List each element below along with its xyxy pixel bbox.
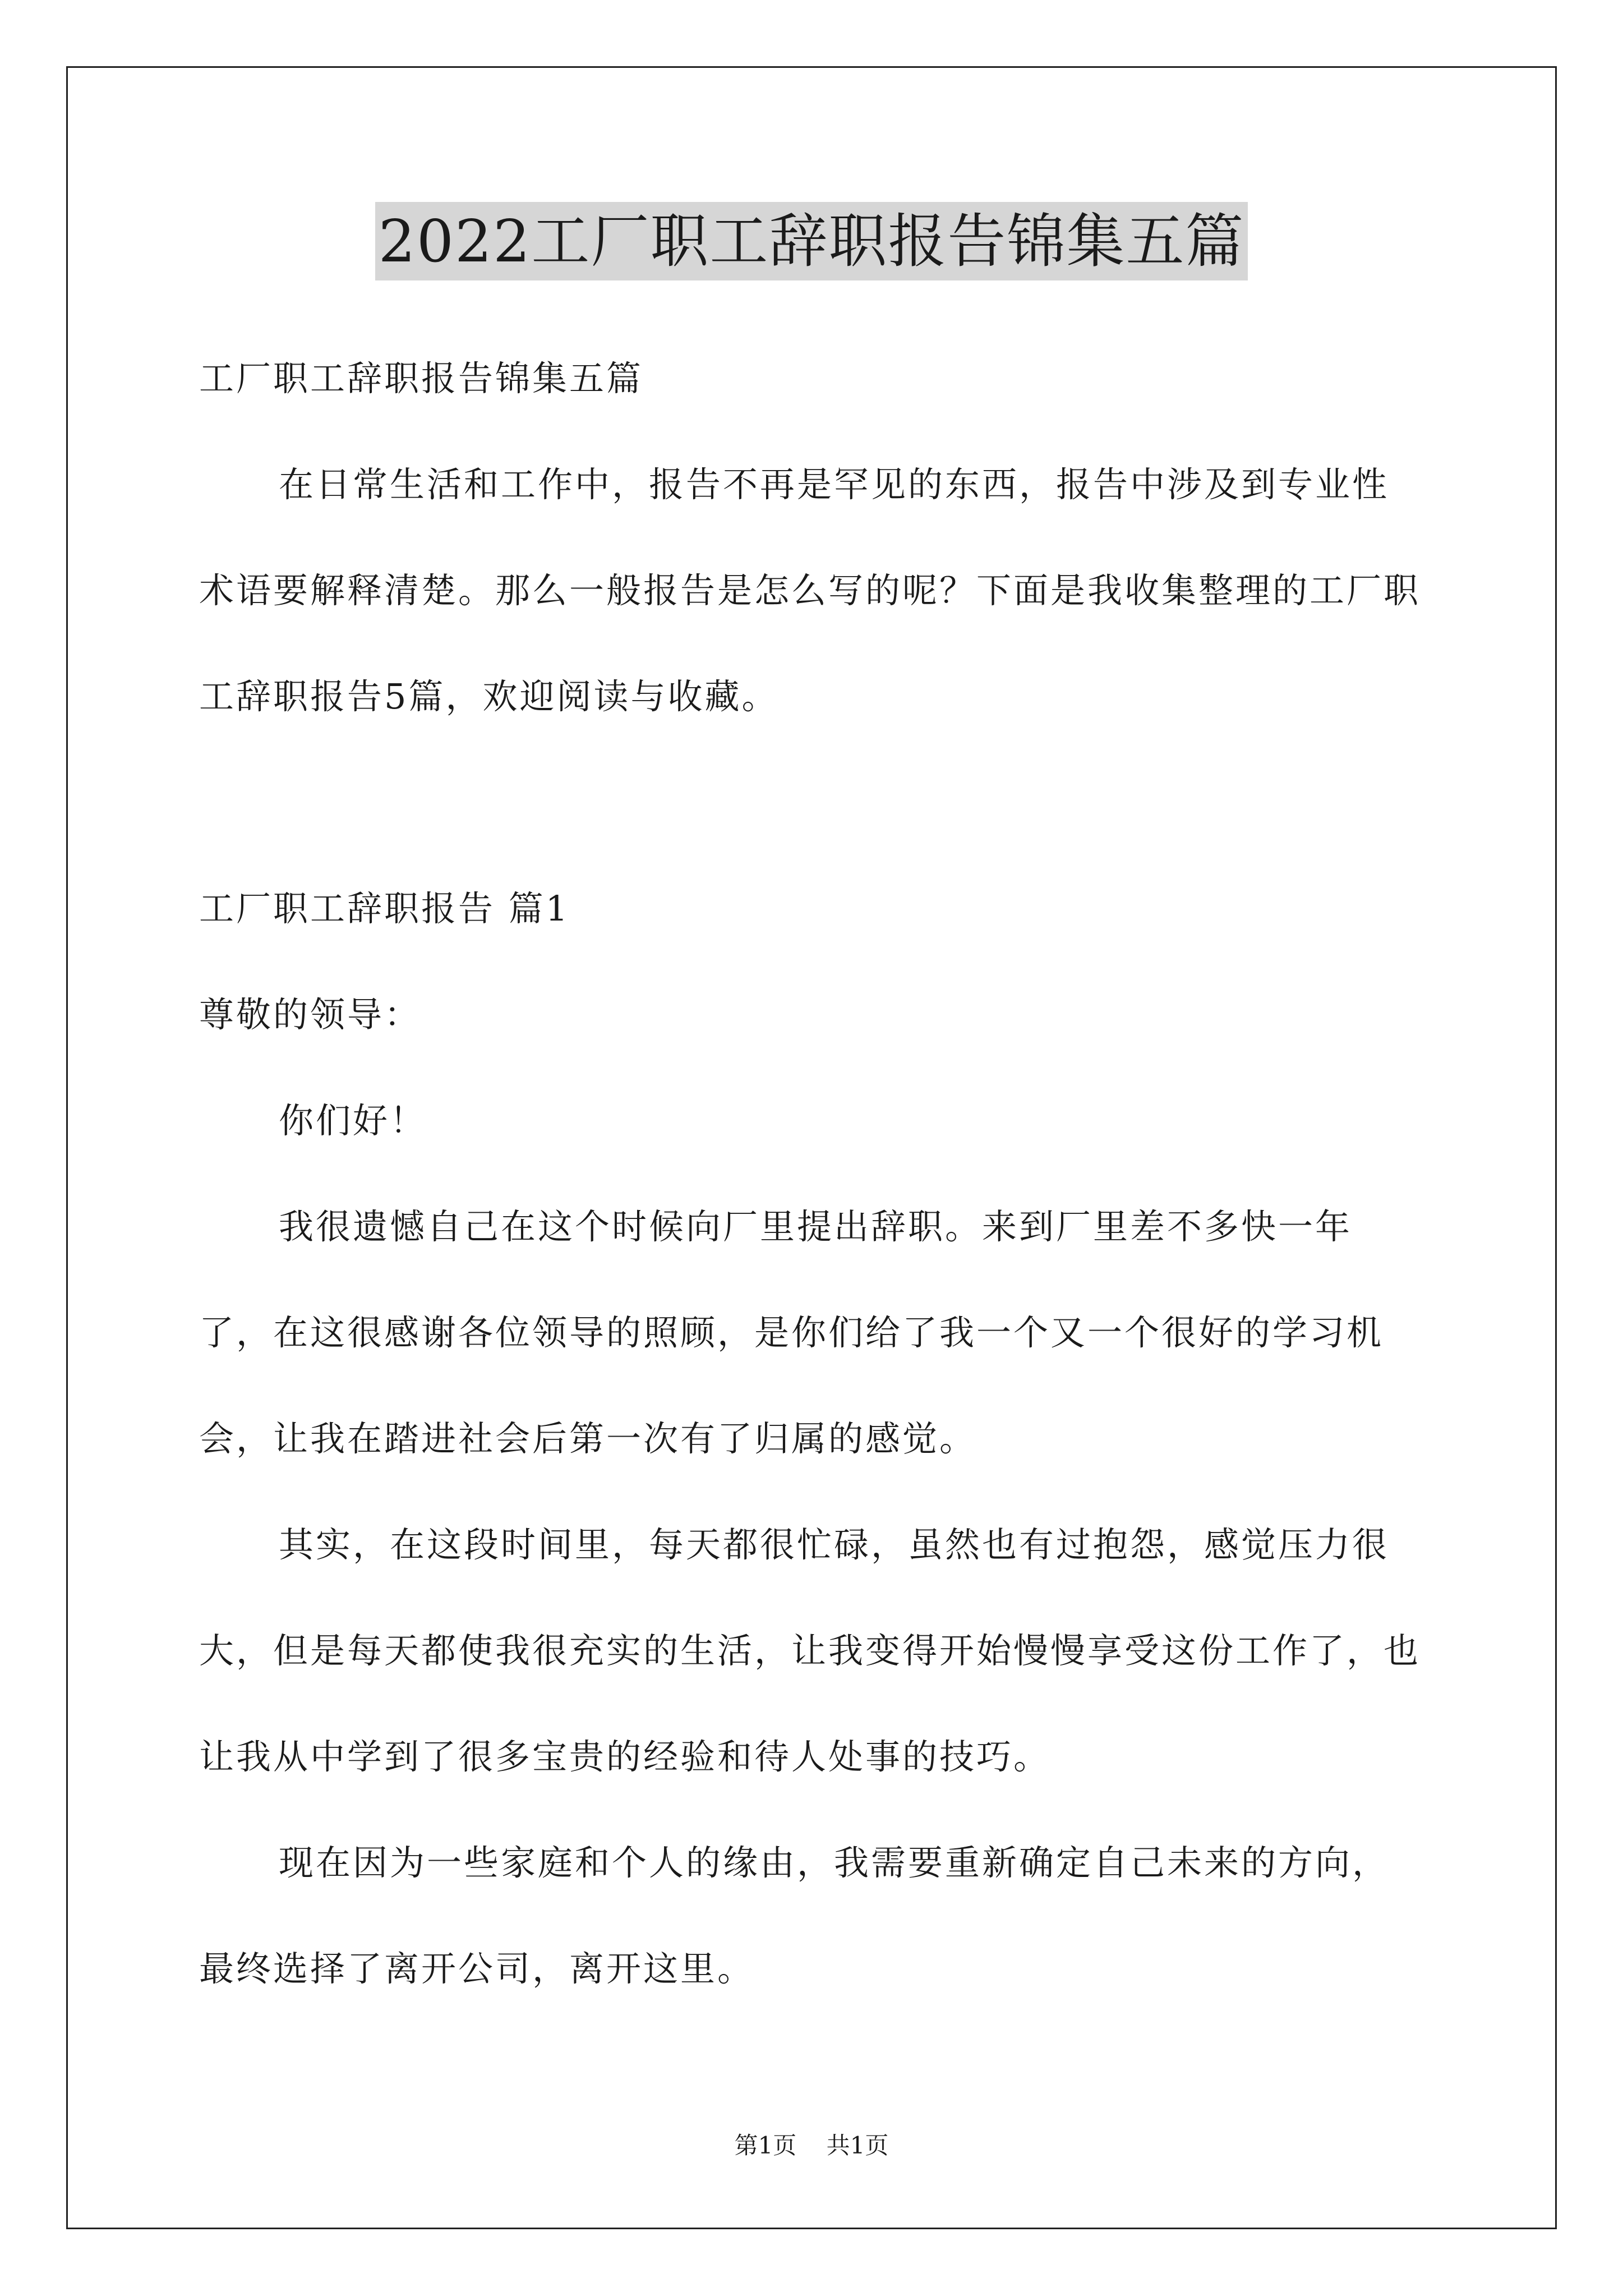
document-title: 2022工厂职工辞职报告锦集五篇: [375, 202, 1248, 280]
document-body: [199, 325, 1424, 2022]
salutation: 尊敬的领导：: [199, 994, 422, 1035]
section-heading: 工厂职工辞职报告 篇1: [199, 888, 570, 929]
body-paragraph: 我很遗憾自己在这个时候向厂里提出辞职。来到厂里差不多快一年了，在这很感谢各位领导的照顾，是你们给了我一个又一个很好的学习机会，让我在踏进社会后第一次有了归属的感觉。: [199, 1206, 1384, 1459]
document-subtitle: 工厂职工辞职报告锦集五篇: [199, 358, 644, 399]
page-footer: [0, 2129, 1623, 2162]
body-paragraph: 现在因为一些家庭和个人的缘由，我需要重新确定自己未来的方向，最终选择了离开公司，离开这里。: [199, 1842, 1390, 1989]
title-container: [0, 202, 1623, 280]
body-paragraph: 其实，在这段时间里，每天都很忙碌，虽然也有过抱怨，感觉压力很大，但是每天都使我很充实的生活，让我变得开始慢慢享受这份工作了，也让我从中学到了很多宝贵的经验和待人处事的技巧。: [199, 1524, 1421, 1777]
intro-paragraph: 在日常生活和工作中，报告不再是罕见的东西，报告中涉及到专业性术语要解释清楚。那么一般报告是怎么写的呢？下面是我收集整理的工厂职工辞职报告5篇，欢迎阅读与收藏。: [199, 464, 1421, 717]
page-number-total: 共1页: [826, 2132, 889, 2159]
page-number-current: 第1页: [734, 2132, 797, 2159]
greeting: 你们好！: [279, 1100, 427, 1141]
paragraph-spacer: [199, 749, 1424, 855]
